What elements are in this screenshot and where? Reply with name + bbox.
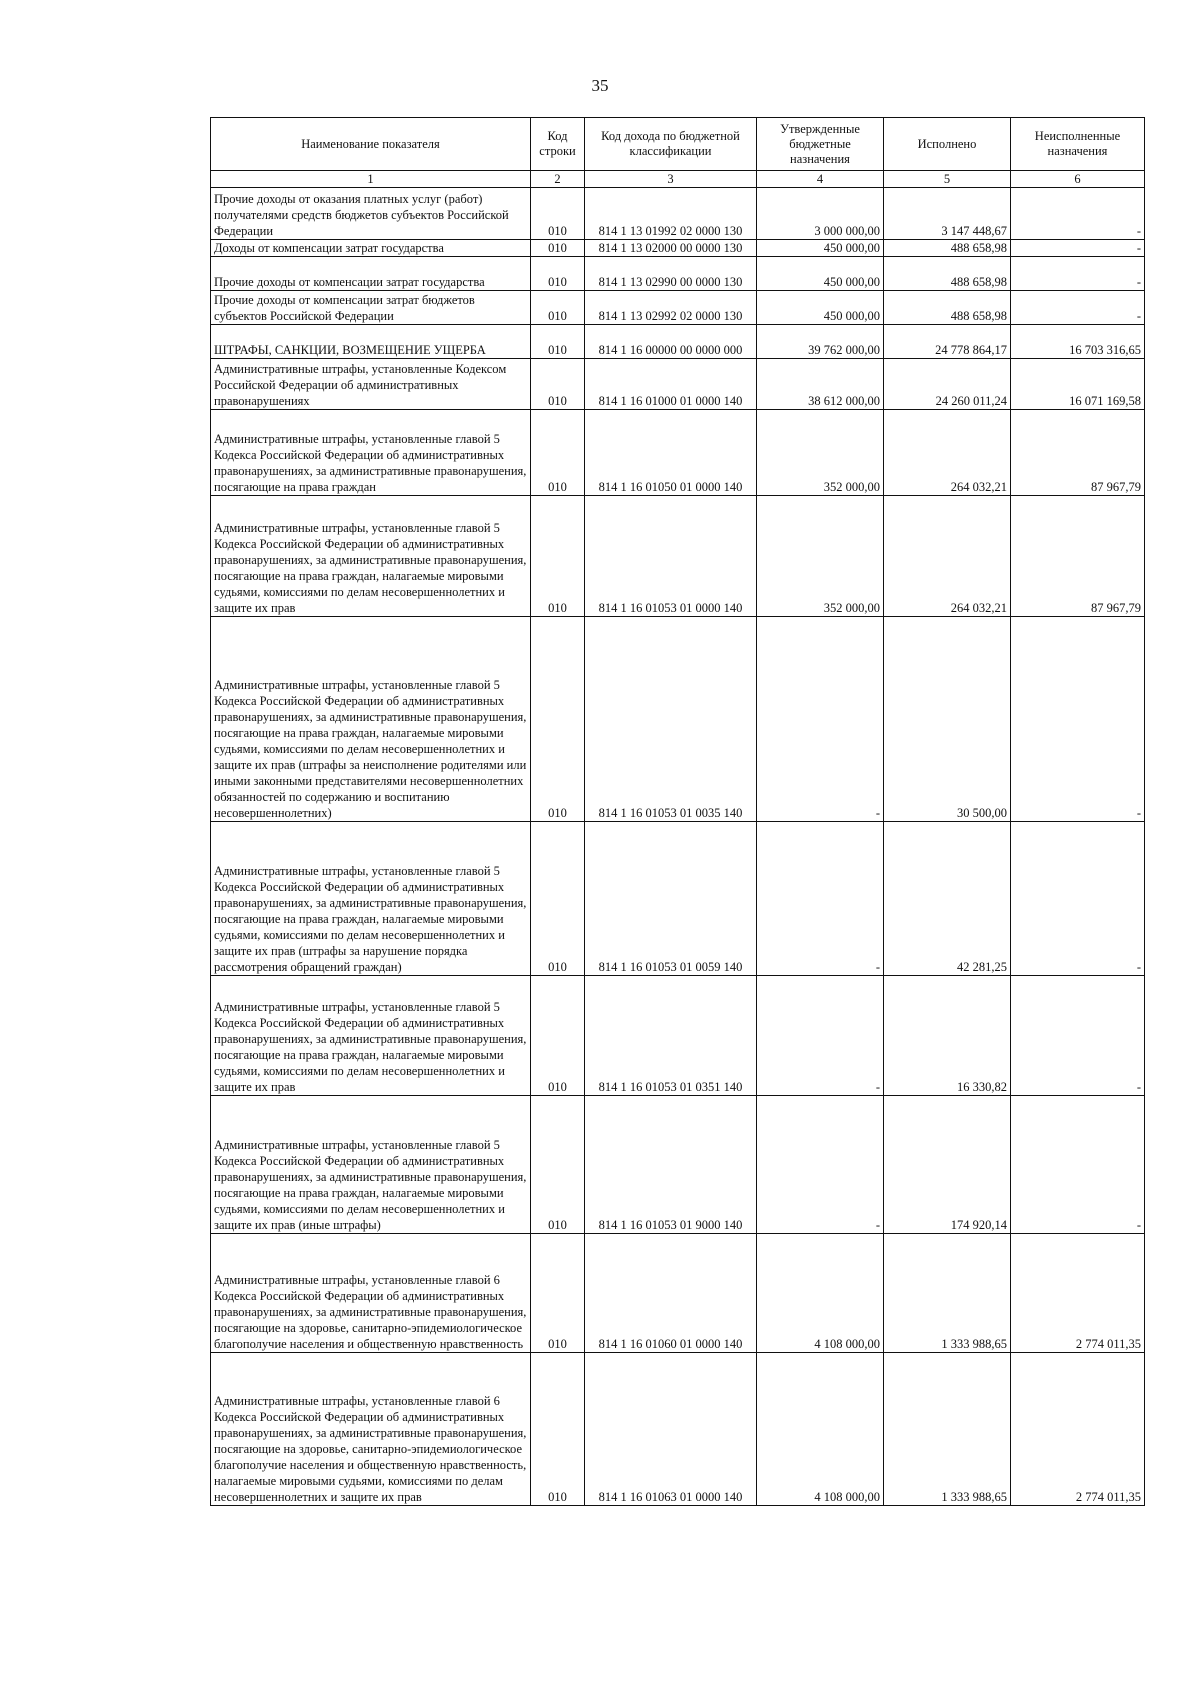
line-code-cell: 010 — [531, 359, 585, 410]
unexecuted-cell: - — [1011, 617, 1145, 822]
unexecuted-cell: - — [1011, 1096, 1145, 1234]
executed-cell: 1 333 988,65 — [884, 1234, 1011, 1353]
approved-cell: 39 762 000,00 — [757, 325, 884, 359]
executed-cell: 488 658,98 — [884, 240, 1011, 257]
column-number: 4 — [757, 171, 884, 188]
indicator-name: Прочие доходы от компенсации затрат бюджетов субъектов Российской Федерации — [214, 293, 475, 323]
unexecuted-cell: 87 967,79 — [1011, 410, 1145, 496]
column-number-row — [211, 171, 1145, 188]
executed-cell: 1 333 988,65 — [884, 1353, 1011, 1506]
table-row — [211, 1234, 1145, 1353]
table-row — [211, 1096, 1145, 1234]
executed-cell: 24 260 011,24 — [884, 359, 1011, 410]
indicator-name: Административные штрафы, установленные главой 5 Кодекса Российской Федерации об административных правонарушениях, за административные правонарушения, посягающие на права граждан, налагаемые мировыми судьями, комиссиями по делам несовершеннолетних и защите их прав — [214, 1000, 527, 1094]
unexecuted-cell: - — [1011, 257, 1145, 291]
approved-cell: 450 000,00 — [757, 291, 884, 325]
indicator-name-cell — [211, 496, 531, 617]
table-row — [211, 240, 1145, 257]
indicator-name: Прочие доходы от компенсации затрат государства — [214, 275, 485, 289]
table-row — [211, 822, 1145, 976]
executed-cell: 3 147 448,67 — [884, 188, 1011, 240]
executed-cell: 264 032,21 — [884, 496, 1011, 617]
approved-cell: 4 108 000,00 — [757, 1353, 884, 1506]
approved-cell: 352 000,00 — [757, 496, 884, 617]
approved-cell: 38 612 000,00 — [757, 359, 884, 410]
executed-cell: 488 658,98 — [884, 291, 1011, 325]
unexecuted-cell: - — [1011, 822, 1145, 976]
line-code-cell: 010 — [531, 291, 585, 325]
page-number: 35 — [591, 76, 609, 95]
indicator-name-cell — [211, 291, 531, 325]
line-code-cell: 010 — [531, 496, 585, 617]
executed-cell: 488 658,98 — [884, 257, 1011, 291]
unexecuted-cell: - — [1011, 188, 1145, 240]
revenue-code-cell: 814 1 16 00000 00 0000 000 — [585, 325, 757, 359]
line-code-cell: 010 — [531, 1353, 585, 1506]
indicator-name: Административные штрафы, установленные главой 5 Кодекса Российской Федерации об административных правонарушениях, за административные правонарушения, посягающие на права граждан, налагаемые мировыми судьями, комиссиями по делам несовершеннолетних и защите их прав (штрафы за неисполнение родителями или иными законными представителями несовершеннолетних обязанностей по содержанию и воспитанию несовершеннолетних) — [214, 678, 527, 820]
approved-cell: 450 000,00 — [757, 257, 884, 291]
indicator-name-cell — [211, 1353, 531, 1506]
approved-cell: 352 000,00 — [757, 410, 884, 496]
revenue-code-cell: 814 1 16 01053 01 0059 140 — [585, 822, 757, 976]
approved-cell: - — [757, 1096, 884, 1234]
unexecuted-cell: - — [1011, 976, 1145, 1096]
unexecuted-cell: 2 774 011,35 — [1011, 1234, 1145, 1353]
table-row — [211, 291, 1145, 325]
header-approved: Утвержденные бюджетные назначения — [757, 118, 884, 171]
revenue-code-cell: 814 1 16 01053 01 0035 140 — [585, 617, 757, 822]
indicator-name-cell — [211, 325, 531, 359]
table-row — [211, 976, 1145, 1096]
header-unexecuted: Неисполненные назначения — [1011, 118, 1145, 171]
line-code-cell: 010 — [531, 1096, 585, 1234]
line-code-cell: 010 — [531, 410, 585, 496]
indicator-name-cell — [211, 240, 531, 257]
indicator-name: Административные штрафы, установленные главой 5 Кодекса Российской Федерации об административных правонарушениях, за административные правонарушения, посягающие на права граждан, налагаемые мировыми судьями, комиссиями по делам несовершеннолетних и защите их прав — [214, 521, 527, 615]
approved-cell: - — [757, 617, 884, 822]
table-row — [211, 188, 1145, 240]
indicator-name-cell — [211, 188, 531, 240]
line-code-cell: 010 — [531, 188, 585, 240]
line-code-cell: 010 — [531, 1234, 585, 1353]
line-code-cell: 010 — [531, 240, 585, 257]
table-row — [211, 1353, 1145, 1506]
indicator-name: Прочие доходы от оказания платных услуг (работ) получателями средств бюджетов субъектов Российской Федерации — [214, 192, 509, 238]
indicator-name-cell — [211, 976, 531, 1096]
indicator-name: Административные штрафы, установленные главой 5 Кодекса Российской Федерации об административных правонарушениях, за административные правонарушения, посягающие на права граждан, налагаемые мировыми судьями, комиссиями по делам несовершеннолетних и защите их прав (иные штрафы) — [214, 1138, 527, 1232]
column-number: 2 — [531, 171, 585, 188]
header-line-code: Код строки — [531, 118, 585, 171]
executed-cell: 174 920,14 — [884, 1096, 1011, 1234]
revenue-code-cell: 814 1 16 01000 01 0000 140 — [585, 359, 757, 410]
unexecuted-cell: 87 967,79 — [1011, 496, 1145, 617]
table-row — [211, 325, 1145, 359]
indicator-name: ШТРАФЫ, САНКЦИИ, ВОЗМЕЩЕНИЕ УЩЕРБА — [214, 343, 486, 357]
indicator-name: Административные штрафы, установленные главой 6 Кодекса Российской Федерации об административных правонарушениях, за административные правонарушения, посягающие на здоровье, санитарно-эпидемиологическое благополучие населения и общественную нравственность — [214, 1273, 527, 1351]
unexecuted-cell: 16 703 316,65 — [1011, 325, 1145, 359]
indicator-name-cell — [211, 1096, 531, 1234]
revenue-code-cell: 814 1 16 01050 01 0000 140 — [585, 410, 757, 496]
header-row — [211, 118, 1145, 171]
table-row — [211, 359, 1145, 410]
line-code-cell: 010 — [531, 822, 585, 976]
executed-cell: 42 281,25 — [884, 822, 1011, 976]
approved-cell: - — [757, 822, 884, 976]
revenue-code-cell: 814 1 16 01053 01 9000 140 — [585, 1096, 757, 1234]
unexecuted-cell: - — [1011, 240, 1145, 257]
revenue-code-cell: 814 1 16 01060 01 0000 140 — [585, 1234, 757, 1353]
unexecuted-cell: 2 774 011,35 — [1011, 1353, 1145, 1506]
revenue-code-cell: 814 1 16 01063 01 0000 140 — [585, 1353, 757, 1506]
revenue-code-cell: 814 1 13 02000 00 0000 130 — [585, 240, 757, 257]
table-row — [211, 496, 1145, 617]
revenue-code-cell: 814 1 16 01053 01 0000 140 — [585, 496, 757, 617]
revenue-code-cell: 814 1 13 02992 02 0000 130 — [585, 291, 757, 325]
indicator-name: Административные штрафы, установленные главой 5 Кодекса Российской Федерации об административных правонарушениях, за административные правонарушения, посягающие на права граждан — [214, 432, 527, 494]
column-number: 1 — [211, 171, 531, 188]
executed-cell: 30 500,00 — [884, 617, 1011, 822]
indicator-name-cell — [211, 1234, 531, 1353]
line-code-cell: 010 — [531, 617, 585, 822]
header-executed: Исполнено — [884, 118, 1011, 171]
unexecuted-cell: 16 071 169,58 — [1011, 359, 1145, 410]
revenue-code-cell: 814 1 13 02990 00 0000 130 — [585, 257, 757, 291]
column-number: 5 — [884, 171, 1011, 188]
revenue-code-cell: 814 1 16 01053 01 0351 140 — [585, 976, 757, 1096]
line-code-cell: 010 — [531, 976, 585, 1096]
indicator-name: Доходы от компенсации затрат государства — [214, 241, 444, 255]
indicator-name-cell — [211, 257, 531, 291]
indicator-name-cell — [211, 617, 531, 822]
indicator-name-cell — [211, 822, 531, 976]
approved-cell: 450 000,00 — [757, 240, 884, 257]
column-number: 3 — [585, 171, 757, 188]
header-revenue-code: Код дохода по бюджетной классификации — [585, 118, 757, 171]
line-code-cell: 010 — [531, 325, 585, 359]
header-indicator-name: Наименование показателя — [211, 118, 531, 171]
approved-cell: - — [757, 976, 884, 1096]
table-row — [211, 257, 1145, 291]
indicator-name-cell — [211, 359, 531, 410]
approved-cell: 4 108 000,00 — [757, 1234, 884, 1353]
revenue-code-cell: 814 1 13 01992 02 0000 130 — [585, 188, 757, 240]
unexecuted-cell: - — [1011, 291, 1145, 325]
line-code-cell: 010 — [531, 257, 585, 291]
table-row — [211, 617, 1145, 822]
table-row — [211, 410, 1145, 496]
indicator-name: Административные штрафы, установленные главой 5 Кодекса Российской Федерации об административных правонарушениях, за административные правонарушения, посягающие на права граждан, налагаемые мировыми судьями, комиссиями по делам несовершеннолетних и защите их прав (штрафы за нарушение порядка рассмотрения обращений граждан) — [214, 864, 527, 974]
revenue-report-table — [210, 117, 1145, 1506]
indicator-name: Административные штрафы, установленные Кодексом Российской Федерации об административных правонарушениях — [214, 362, 507, 408]
executed-cell: 24 778 864,17 — [884, 325, 1011, 359]
executed-cell: 16 330,82 — [884, 976, 1011, 1096]
approved-cell: 3 000 000,00 — [757, 188, 884, 240]
column-number: 6 — [1011, 171, 1145, 188]
executed-cell: 264 032,21 — [884, 410, 1011, 496]
indicator-name-cell — [211, 410, 531, 496]
indicator-name: Административные штрафы, установленные главой 6 Кодекса Российской Федерации об административных правонарушениях, за административные правонарушения, посягающие на здоровье, санитарно-эпидемиологическое благополучие населения и общественную нравственность, налагаемые мировыми судьями, комиссиями по делам несовершеннолетних и защите их прав — [214, 1394, 527, 1504]
